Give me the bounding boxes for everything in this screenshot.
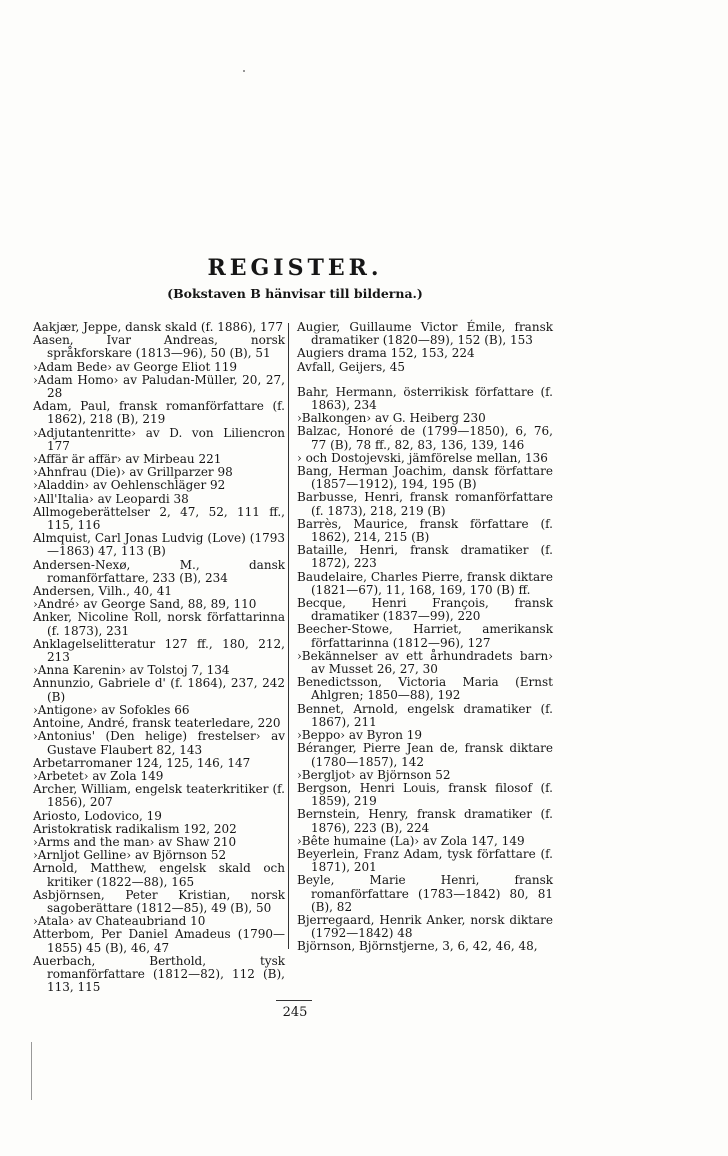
index-column-right — [297, 321, 553, 954]
index-entry: ›Adam Homo› av Paludan-Müller, 20, 27, 28 — [33, 372, 285, 401]
index-column-left — [33, 321, 285, 994]
index-entry: Annunzio, Gabriele d' (f. 1864), 237, 242 (B) — [33, 676, 285, 704]
index-entry: ›André› av George Sand, 88, 89, 110 — [33, 597, 257, 612]
index-entry: Bang, Herman Joachim, dansk författare (1857—1912), 194, 195 (B) — [297, 464, 553, 492]
page-subtitle: (Bokstaven B hänvisar till bilderna.) — [167, 286, 423, 301]
index-entry: Andersen, Vilh., 40, 41 — [33, 584, 173, 599]
index-entry: Ariosto, Lodovico, 19 — [33, 808, 162, 823]
index-entry: Bataille, Henri, fransk dramatiker (f. 1872), 223 — [297, 543, 553, 571]
index-entry: Beyerlein, Franz Adam, tysk författare (f. 1871), 201 — [297, 846, 553, 875]
index-entry: Anker, Nicoline Roll, norsk författarinna (f. 1873), 231 — [33, 610, 285, 638]
index-entry: ›Bekännelser av ett århundradets barn› av Musset 26, 27, 30 — [297, 648, 553, 677]
index-entry: Arbetarromaner 124, 125, 146, 147 — [33, 755, 251, 770]
index-entry: Aakjær, Jeppe, dansk skald (f. 1886), 177 — [33, 320, 283, 334]
index-entry: Björnson, Björnstjerne, 3, 6, 42, 46, 48, — [297, 939, 538, 954]
index-entry: ›Bergljot› av Björnson 52 — [297, 767, 451, 782]
index-entry: Andersen-Nexø, M., dansk romanförfattare, 233 (B), 234 — [33, 557, 285, 585]
index-entry: Bergson, Henri Louis, fransk filosof (f. 1859), 219 — [297, 780, 553, 809]
index-entry: ›Adjutantenritte› av D. von Liliencron 177 — [33, 425, 285, 453]
index-entry: Bjerregaard, Henrik Anker, norsk diktare (1792—1842) 48 — [297, 912, 553, 941]
index-entry: Balzac, Honoré de (1799—1850), 6, 76, 77 (B), 78 ff., 82, 83, 136, 139, 146 — [297, 424, 553, 452]
index-entry: Augiers drama 152, 153, 224 — [297, 346, 475, 361]
index-entry: Auerbach, Berthold, tysk romanförfattare (1812—82), 112 (B), 113, 115 — [33, 953, 285, 995]
index-entry: ›Antigone› av Sofokles 66 — [33, 702, 190, 717]
index-entry: Avfall, Geijers, 45 — [297, 359, 405, 374]
index-entry: Antoine, André, fransk teaterledare, 220 — [33, 716, 281, 731]
column-divider — [288, 323, 289, 949]
index-entry: ›Beppo› av Byron 19 — [297, 728, 423, 743]
index-entry: Barrès, Maurice, fransk författare (f. 1862), 214, 215 (B) — [297, 516, 553, 545]
index-entry: ›Atala› av Chateaubriand 10 — [33, 914, 206, 929]
index-entry: Beyle, Marie Henri, fransk romanförfattare (1783—1842) 80, 81 (B), 82 — [297, 873, 553, 914]
index-entry: Aristokratisk radikalism 192, 202 — [33, 821, 237, 836]
index-entry: Bahr, Hermann, österrikisk författare (f. 1863), 234 — [297, 384, 553, 413]
index-entry: Archer, William, engelsk teaterkritiker (f. 1856), 207 — [33, 782, 285, 810]
index-entry: Arnold, Matthew, engelsk skald och kritiker (1822—88), 165 — [33, 861, 285, 889]
index-entry: › och Dostojevski, jämförelse mellan, 136 — [297, 450, 548, 465]
index-entry: ›Arnljot Gelline› av Björnson 52 — [33, 848, 227, 863]
index-entry: ›Affär är affär› av Mirbeau 221 — [33, 452, 222, 467]
page-speck — [243, 70, 245, 72]
index-entry: ›Ahnfrau (Die)› av Grillparzer 98 — [33, 465, 233, 480]
index-entry: Bennet, Arnold, engelsk dramatiker (f. 1867), 211 — [297, 701, 553, 729]
index-entry: ›Arms and the man› av Shaw 210 — [33, 834, 237, 849]
index-entry: ›Antonius' (Den helige) frestelser› av Gustave Flaubert 82, 143 — [33, 729, 285, 757]
index-entry: Aasen, Ivar Andreas, norsk språkforskare (1813—96), 50 (B), 51 — [33, 333, 285, 361]
index-entry: Baudelaire, Charles Pierre, fransk diktare (1821—67), 11, 168, 169, 170 (B) ff. — [297, 569, 553, 597]
index-entry: ›All'Italia› av Leopardi 38 — [33, 491, 189, 506]
margin-mark — [31, 1042, 32, 1100]
index-entry: Adam, Paul, fransk romanförfattare (f. 1862), 218 (B), 219 — [33, 399, 285, 427]
index-entry: ›Arbetet› av Zola 149 — [33, 768, 164, 783]
index-entry: Benedictsson, Victoria Maria (Ernst Ahlgren; 1850—88), 192 — [297, 675, 553, 703]
index-entry: ›Balkongen› av G. Heiberg 230 — [297, 411, 486, 426]
page-number-rule — [276, 1000, 312, 1001]
index-entry: ›Bête humaine (La)› av Zola 147, 149 — [297, 833, 525, 848]
index-entry: Augier, Guillaume Victor Émile, fransk dramatiker (1820—89), 152 (B), 153 — [297, 320, 553, 348]
index-entry: Bernstein, Henry, fransk dramatiker (f. 1876), 223 (B), 224 — [297, 807, 553, 835]
index-entry: Atterbom, Per Daniel Amadeus (1790—1855) 45 (B), 46, 47 — [33, 927, 285, 955]
index-entry: Allmogeberättelser 2, 47, 52, 111 ff., 115, 116 — [33, 504, 285, 533]
index-entry: Béranger, Pierre Jean de, fransk diktare (1780—1857), 142 — [297, 741, 553, 769]
index-entry: Anklagelselitteratur 127 ff., 180, 212, 213 — [33, 636, 285, 665]
page-title: REGISTER. — [207, 255, 383, 281]
index-entry: Almquist, Carl Jonas Ludvig (Love) (1793 —1863) 47, 113 (B) — [33, 531, 285, 559]
index-entry: Asbjörnsen, Peter Kristian, norsk sagoberättare (1812—85), 49 (B), 50 — [33, 887, 285, 915]
index-entry: Barbusse, Henri, fransk romanförfattare (f. 1873), 218, 219 (B) — [297, 490, 553, 518]
page-number: 245 — [282, 1005, 308, 1020]
index-entry: Beecher-Stowe, Harriet, amerikansk författarinna (1812—96), 127 — [297, 622, 553, 650]
index-entry: ›Aladdin› av Oehlenschläger 92 — [33, 478, 226, 493]
index-entry: ›Anna Karenin› av Tolstoj 7, 134 — [33, 663, 230, 678]
index-entry: ›Adam Bede› av George Eliot 119 — [33, 359, 238, 374]
index-entry: Becque, Henri François, fransk dramatiker (1837—99), 220 — [297, 596, 553, 624]
